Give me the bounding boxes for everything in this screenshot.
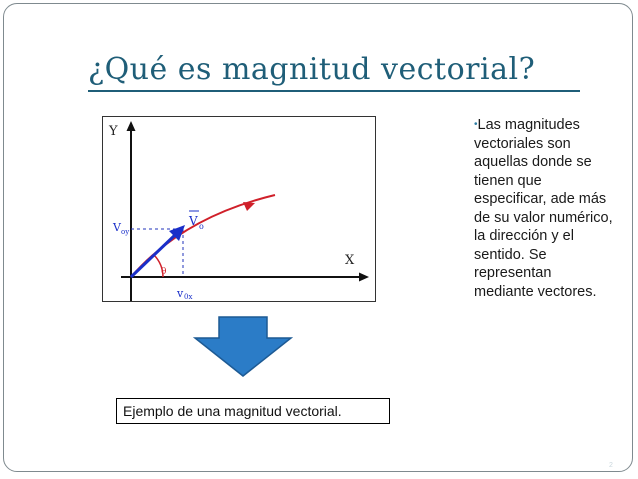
y-axis-arrowhead [127,121,136,131]
slide-title: ¿Qué es magnitud vectorial? [88,52,536,87]
down-arrow-icon [193,316,293,383]
vy-label: V [113,221,121,234]
trajectory-curve [131,195,275,277]
y-axis-label: Y [109,124,118,139]
diagram-svg [103,117,377,303]
down-arrow-svg [193,316,293,378]
caption-box: Ejemplo de una magnitud vectorial. [116,398,390,424]
vector-diagram [102,116,376,302]
vx-label: v [177,287,184,300]
vy-label-subscript: oy [121,228,130,236]
vector-label-subscript: o [199,222,204,231]
velocity-vector [131,235,175,277]
down-arrow-shape [195,317,291,376]
bullet-marker: • [474,119,478,130]
vector-label: V [189,214,198,228]
title-underline [88,90,580,92]
vx-label-subscript: 0x [184,293,193,301]
bullet-text: Las magnitudes vectoriales son aquellas donde se tienen que especificar, ade más de su valor numérico, la dirección y el sentido. Se representan mediante vectores. [474,117,613,300]
bullet-paragraph [474,116,614,301]
page-number: 2 [609,462,613,469]
x-axis-arrowhead [359,273,369,282]
angle-label: θ [161,267,167,277]
x-axis-label: X [345,253,355,268]
trajectory-arrowhead [243,202,255,211]
